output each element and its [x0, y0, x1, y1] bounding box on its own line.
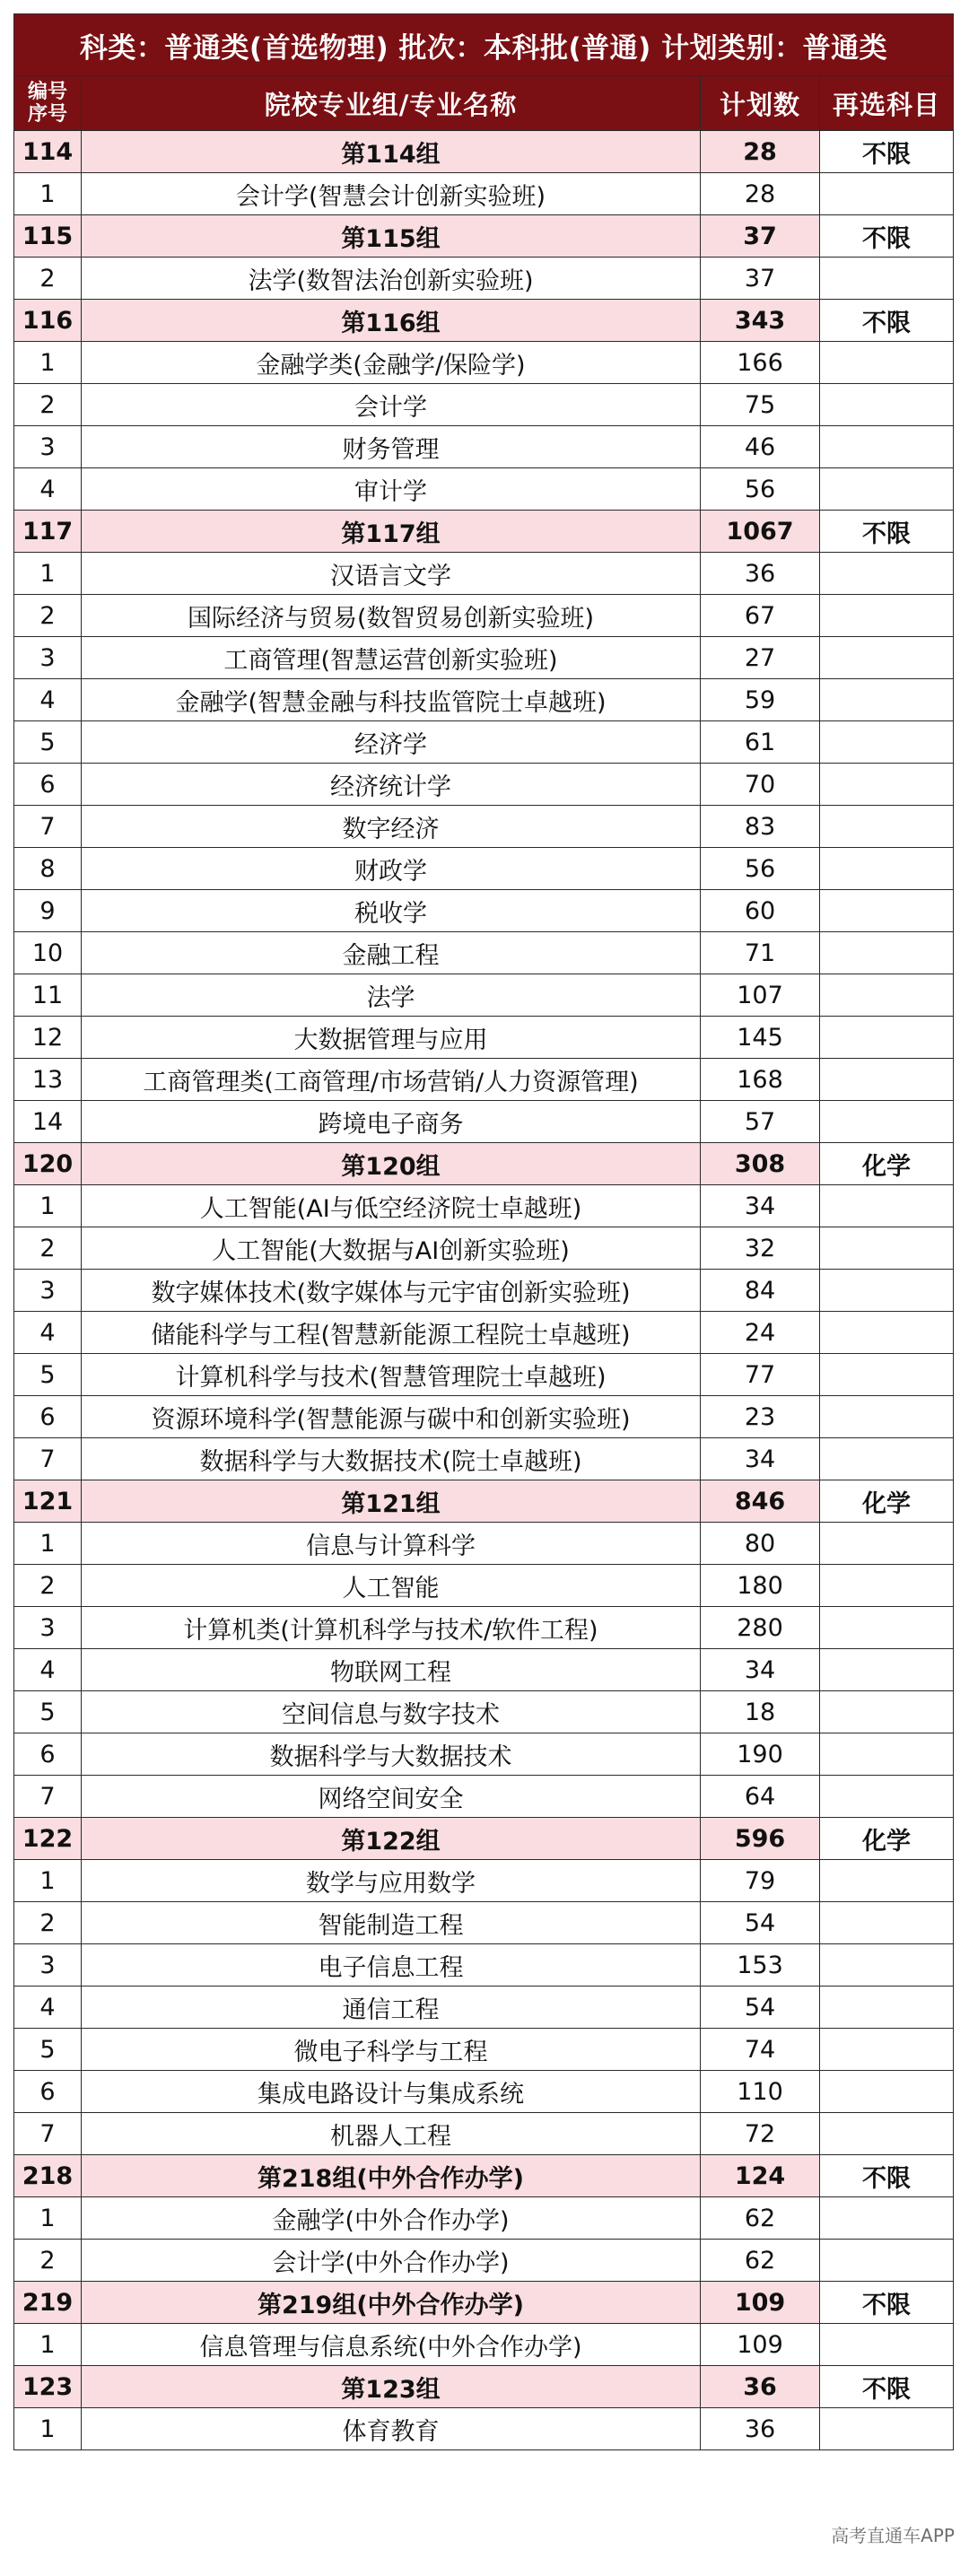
major-num: 2 [14, 1565, 82, 1607]
major-subject [820, 1691, 954, 1733]
major-num: 3 [14, 637, 82, 679]
major-subject [820, 342, 954, 384]
major-row [14, 2071, 954, 2113]
major-subject [820, 806, 954, 848]
major-subject [820, 679, 954, 721]
major-num: 4 [14, 679, 82, 721]
major-name: 金融学类(金融学/保险学) [82, 342, 701, 384]
major-row [14, 1354, 954, 1396]
major-row [14, 2029, 954, 2071]
major-name: 经济学 [82, 721, 701, 764]
major-name: 会计学 [82, 384, 701, 426]
major-subject [820, 1860, 954, 1902]
major-subject [820, 1438, 954, 1480]
group-name: 第120组 [82, 1143, 701, 1185]
major-name: 法学(数智法治创新实验班) [82, 258, 701, 300]
major-row [14, 1059, 954, 1101]
title-row [14, 14, 954, 76]
major-row [14, 1312, 954, 1354]
major-row [14, 1860, 954, 1902]
major-name: 金融学(智慧金融与科技监管院士卓越班) [82, 679, 701, 721]
group-code: 116 [14, 300, 82, 342]
major-num: 6 [14, 764, 82, 806]
group-row [14, 131, 954, 173]
major-row [14, 426, 954, 468]
major-num: 8 [14, 848, 82, 890]
major-num: 6 [14, 1733, 82, 1776]
group-plan: 36 [701, 2366, 820, 2408]
major-name: 集成电路设计与集成系统 [82, 2071, 701, 2113]
table-title: 科类：普通类(首选物理) 批次：本科批(普通) 计划类别：普通类 [14, 14, 954, 76]
group-subject: 不限 [820, 2155, 954, 2197]
major-row [14, 1185, 954, 1227]
group-name: 第115组 [82, 215, 701, 258]
major-num: 1 [14, 1860, 82, 1902]
major-subject [820, 1565, 954, 1607]
major-plan: 109 [701, 2324, 820, 2366]
major-name: 数学与应用数学 [82, 1860, 701, 1902]
major-name: 计算机科学与技术(智慧管理院士卓越班) [82, 1354, 701, 1396]
major-name: 法学 [82, 974, 701, 1017]
major-num: 2 [14, 595, 82, 637]
major-name: 会计学(中外合作办学) [82, 2240, 701, 2282]
major-num: 11 [14, 974, 82, 1017]
major-row [14, 258, 954, 300]
major-row [14, 595, 954, 637]
major-num: 3 [14, 426, 82, 468]
major-num: 1 [14, 1523, 82, 1565]
major-num: 5 [14, 1691, 82, 1733]
major-num: 7 [14, 806, 82, 848]
major-plan: 23 [701, 1396, 820, 1438]
group-name: 第218组(中外合作办学) [82, 2155, 701, 2197]
major-name: 数据科学与大数据技术 [82, 1733, 701, 1776]
group-code: 219 [14, 2282, 82, 2324]
major-plan: 72 [701, 2113, 820, 2155]
group-subject: 不限 [820, 2366, 954, 2408]
major-num: 5 [14, 1354, 82, 1396]
major-plan: 84 [701, 1270, 820, 1312]
major-num: 6 [14, 1396, 82, 1438]
major-plan: 145 [701, 1017, 820, 1059]
group-code: 117 [14, 511, 82, 553]
major-plan: 64 [701, 1776, 820, 1818]
major-plan: 36 [701, 2408, 820, 2450]
major-name: 数据科学与大数据技术(院士卓越班) [82, 1438, 701, 1480]
major-row [14, 553, 954, 595]
major-plan: 37 [701, 258, 820, 300]
group-name: 第121组 [82, 1480, 701, 1523]
group-row [14, 300, 954, 342]
major-plan: 32 [701, 1227, 820, 1270]
major-name: 工商管理类(工商管理/市场营销/人力资源管理) [82, 1059, 701, 1101]
major-num: 13 [14, 1059, 82, 1101]
major-plan: 34 [701, 1649, 820, 1691]
major-plan: 24 [701, 1312, 820, 1354]
major-row [14, 637, 954, 679]
admission-plan-table [13, 13, 954, 2450]
major-row [14, 384, 954, 426]
major-name: 税收学 [82, 890, 701, 932]
major-subject [820, 258, 954, 300]
watermark: 高考直通车APP [827, 2519, 958, 2549]
group-subject: 不限 [820, 511, 954, 553]
major-subject [820, 426, 954, 468]
major-num: 1 [14, 173, 82, 215]
major-subject [820, 553, 954, 595]
major-row [14, 721, 954, 764]
major-num: 10 [14, 932, 82, 974]
major-row [14, 679, 954, 721]
major-plan: 62 [701, 2197, 820, 2240]
group-code: 120 [14, 1143, 82, 1185]
major-plan: 60 [701, 890, 820, 932]
major-plan: 61 [701, 721, 820, 764]
major-row [14, 1101, 954, 1143]
major-row [14, 1649, 954, 1691]
group-code: 121 [14, 1480, 82, 1523]
major-subject [820, 173, 954, 215]
major-name: 体育教育 [82, 2408, 701, 2450]
group-row [14, 1143, 954, 1185]
major-name: 空间信息与数字技术 [82, 1691, 701, 1733]
major-name: 人工智能 [82, 1565, 701, 1607]
major-plan: 77 [701, 1354, 820, 1396]
major-subject [820, 2197, 954, 2240]
group-code: 123 [14, 2366, 82, 2408]
group-row [14, 511, 954, 553]
group-row [14, 2366, 954, 2408]
major-row [14, 2324, 954, 2366]
major-row [14, 806, 954, 848]
major-subject [820, 2240, 954, 2282]
group-code: 218 [14, 2155, 82, 2197]
major-name: 网络空间安全 [82, 1776, 701, 1818]
major-plan: 54 [701, 1987, 820, 2029]
major-name: 信息管理与信息系统(中外合作办学) [82, 2324, 701, 2366]
major-num: 1 [14, 342, 82, 384]
major-subject [820, 1017, 954, 1059]
major-name: 工商管理(智慧运营创新实验班) [82, 637, 701, 679]
major-plan: 166 [701, 342, 820, 384]
major-row [14, 342, 954, 384]
header-name: 院校专业组/专业名称 [82, 76, 701, 131]
header-subject: 再选科目 [820, 76, 954, 131]
major-subject [820, 637, 954, 679]
major-row [14, 848, 954, 890]
major-num: 2 [14, 2240, 82, 2282]
group-name: 第117组 [82, 511, 701, 553]
major-num: 4 [14, 1987, 82, 2029]
major-num: 4 [14, 468, 82, 511]
major-num: 1 [14, 2408, 82, 2450]
major-num: 3 [14, 1607, 82, 1649]
major-name: 物联网工程 [82, 1649, 701, 1691]
major-plan: 70 [701, 764, 820, 806]
major-row [14, 1017, 954, 1059]
major-subject [820, 1185, 954, 1227]
major-num: 5 [14, 721, 82, 764]
major-plan: 46 [701, 426, 820, 468]
major-row [14, 764, 954, 806]
major-name: 大数据管理与应用 [82, 1017, 701, 1059]
major-num: 7 [14, 2113, 82, 2155]
major-name: 人工智能(AI与低空经济院士卓越班) [82, 1185, 701, 1227]
major-subject [820, 1776, 954, 1818]
major-subject [820, 1987, 954, 2029]
major-plan: 28 [701, 173, 820, 215]
group-row [14, 1818, 954, 1860]
group-code: 115 [14, 215, 82, 258]
major-row [14, 1902, 954, 1944]
major-name: 计算机类(计算机科学与技术/软件工程) [82, 1607, 701, 1649]
major-num: 2 [14, 1902, 82, 1944]
major-name: 信息与计算科学 [82, 1523, 701, 1565]
header-seq-label: 编号 序号 [27, 81, 67, 126]
major-subject [820, 2029, 954, 2071]
major-num: 4 [14, 1312, 82, 1354]
major-plan: 79 [701, 1860, 820, 1902]
major-row [14, 1944, 954, 1987]
major-name: 国际经济与贸易(数智贸易创新实验班) [82, 595, 701, 637]
major-name: 会计学(智慧会计创新实验班) [82, 173, 701, 215]
group-plan: 109 [701, 2282, 820, 2324]
major-subject [820, 595, 954, 637]
major-row [14, 1270, 954, 1312]
header-row [14, 76, 954, 131]
major-plan: 67 [701, 595, 820, 637]
major-subject [820, 721, 954, 764]
group-row [14, 1480, 954, 1523]
group-code: 122 [14, 1818, 82, 1860]
major-plan: 56 [701, 468, 820, 511]
major-name: 智能制造工程 [82, 1902, 701, 1944]
header-seq [14, 76, 82, 131]
group-name: 第116组 [82, 300, 701, 342]
major-num: 6 [14, 2071, 82, 2113]
major-row [14, 1396, 954, 1438]
group-row [14, 2282, 954, 2324]
major-plan: 62 [701, 2240, 820, 2282]
major-name: 数字经济 [82, 806, 701, 848]
group-plan: 846 [701, 1480, 820, 1523]
major-name: 跨境电子商务 [82, 1101, 701, 1143]
group-subject: 不限 [820, 131, 954, 173]
major-plan: 36 [701, 553, 820, 595]
group-subject: 不限 [820, 2282, 954, 2324]
major-plan: 75 [701, 384, 820, 426]
major-plan: 71 [701, 932, 820, 974]
major-plan: 34 [701, 1185, 820, 1227]
major-subject [820, 2408, 954, 2450]
group-subject: 化学 [820, 1143, 954, 1185]
major-subject [820, 890, 954, 932]
major-name: 汉语言文学 [82, 553, 701, 595]
major-plan: 168 [701, 1059, 820, 1101]
major-row [14, 1565, 954, 1607]
group-plan: 1067 [701, 511, 820, 553]
group-code: 114 [14, 131, 82, 173]
major-num: 3 [14, 1944, 82, 1987]
major-plan: 280 [701, 1607, 820, 1649]
group-plan: 343 [701, 300, 820, 342]
group-row [14, 215, 954, 258]
major-subject [820, 974, 954, 1017]
table-body [14, 131, 954, 2450]
major-subject [820, 468, 954, 511]
group-name: 第123组 [82, 2366, 701, 2408]
major-name: 资源环境科学(智慧能源与碳中和创新实验班) [82, 1396, 701, 1438]
major-subject [820, 384, 954, 426]
major-row [14, 173, 954, 215]
major-row [14, 1607, 954, 1649]
group-plan: 308 [701, 1143, 820, 1185]
major-row [14, 2113, 954, 2155]
major-num: 1 [14, 553, 82, 595]
major-subject [820, 1607, 954, 1649]
major-num: 2 [14, 1227, 82, 1270]
major-subject [820, 1944, 954, 1987]
major-row [14, 1776, 954, 1818]
group-subject: 不限 [820, 300, 954, 342]
major-name: 金融学(中外合作办学) [82, 2197, 701, 2240]
group-row [14, 2155, 954, 2197]
major-subject [820, 764, 954, 806]
major-row [14, 1438, 954, 1480]
major-subject [820, 2113, 954, 2155]
major-plan: 74 [701, 2029, 820, 2071]
major-name: 经济统计学 [82, 764, 701, 806]
major-plan: 80 [701, 1523, 820, 1565]
group-subject: 化学 [820, 1818, 954, 1860]
major-subject [820, 1523, 954, 1565]
group-name: 第122组 [82, 1818, 701, 1860]
major-name: 金融工程 [82, 932, 701, 974]
group-subject: 化学 [820, 1480, 954, 1523]
major-row [14, 1227, 954, 1270]
major-num: 12 [14, 1017, 82, 1059]
major-plan: 153 [701, 1944, 820, 1987]
major-plan: 110 [701, 2071, 820, 2113]
major-name: 通信工程 [82, 1987, 701, 2029]
group-name: 第114组 [82, 131, 701, 173]
major-plan: 54 [701, 1902, 820, 1944]
major-subject [820, 1649, 954, 1691]
major-num: 1 [14, 1185, 82, 1227]
group-plan: 124 [701, 2155, 820, 2197]
major-subject [820, 2324, 954, 2366]
major-plan: 59 [701, 679, 820, 721]
major-num: 4 [14, 1649, 82, 1691]
major-plan: 56 [701, 848, 820, 890]
major-subject [820, 1227, 954, 1270]
major-plan: 57 [701, 1101, 820, 1143]
group-plan: 28 [701, 131, 820, 173]
major-row [14, 2197, 954, 2240]
major-name: 数字媒体技术(数字媒体与元宇宙创新实验班) [82, 1270, 701, 1312]
major-plan: 83 [701, 806, 820, 848]
major-subject [820, 1733, 954, 1776]
major-subject [820, 2071, 954, 2113]
major-row [14, 2408, 954, 2450]
major-plan: 27 [701, 637, 820, 679]
major-subject [820, 1312, 954, 1354]
major-plan: 107 [701, 974, 820, 1017]
major-subject [820, 1270, 954, 1312]
major-row [14, 974, 954, 1017]
group-name: 第219组(中外合作办学) [82, 2282, 701, 2324]
major-row [14, 1523, 954, 1565]
major-subject [820, 1902, 954, 1944]
major-name: 微电子科学与工程 [82, 2029, 701, 2071]
major-num: 1 [14, 2197, 82, 2240]
major-num: 3 [14, 1270, 82, 1312]
major-subject [820, 1396, 954, 1438]
major-row [14, 1691, 954, 1733]
major-subject [820, 1354, 954, 1396]
major-row [14, 1987, 954, 2029]
major-row [14, 468, 954, 511]
major-num: 5 [14, 2029, 82, 2071]
major-num: 7 [14, 1776, 82, 1818]
major-row [14, 2240, 954, 2282]
major-subject [820, 1059, 954, 1101]
major-plan: 18 [701, 1691, 820, 1733]
major-name: 机器人工程 [82, 2113, 701, 2155]
major-num: 2 [14, 384, 82, 426]
major-name: 电子信息工程 [82, 1944, 701, 1987]
major-name: 审计学 [82, 468, 701, 511]
major-subject [820, 1101, 954, 1143]
major-row [14, 1733, 954, 1776]
major-name: 财政学 [82, 848, 701, 890]
major-num: 1 [14, 2324, 82, 2366]
major-num: 14 [14, 1101, 82, 1143]
major-name: 储能科学与工程(智慧新能源工程院士卓越班) [82, 1312, 701, 1354]
header-plan: 计划数 [701, 76, 820, 131]
group-subject: 不限 [820, 215, 954, 258]
major-subject [820, 848, 954, 890]
major-plan: 34 [701, 1438, 820, 1480]
group-plan: 37 [701, 215, 820, 258]
major-num: 9 [14, 890, 82, 932]
major-num: 2 [14, 258, 82, 300]
major-plan: 190 [701, 1733, 820, 1776]
major-name: 财务管理 [82, 426, 701, 468]
major-row [14, 890, 954, 932]
major-plan: 180 [701, 1565, 820, 1607]
group-plan: 596 [701, 1818, 820, 1860]
major-name: 人工智能(大数据与AI创新实验班) [82, 1227, 701, 1270]
major-subject [820, 932, 954, 974]
major-row [14, 932, 954, 974]
major-num: 7 [14, 1438, 82, 1480]
